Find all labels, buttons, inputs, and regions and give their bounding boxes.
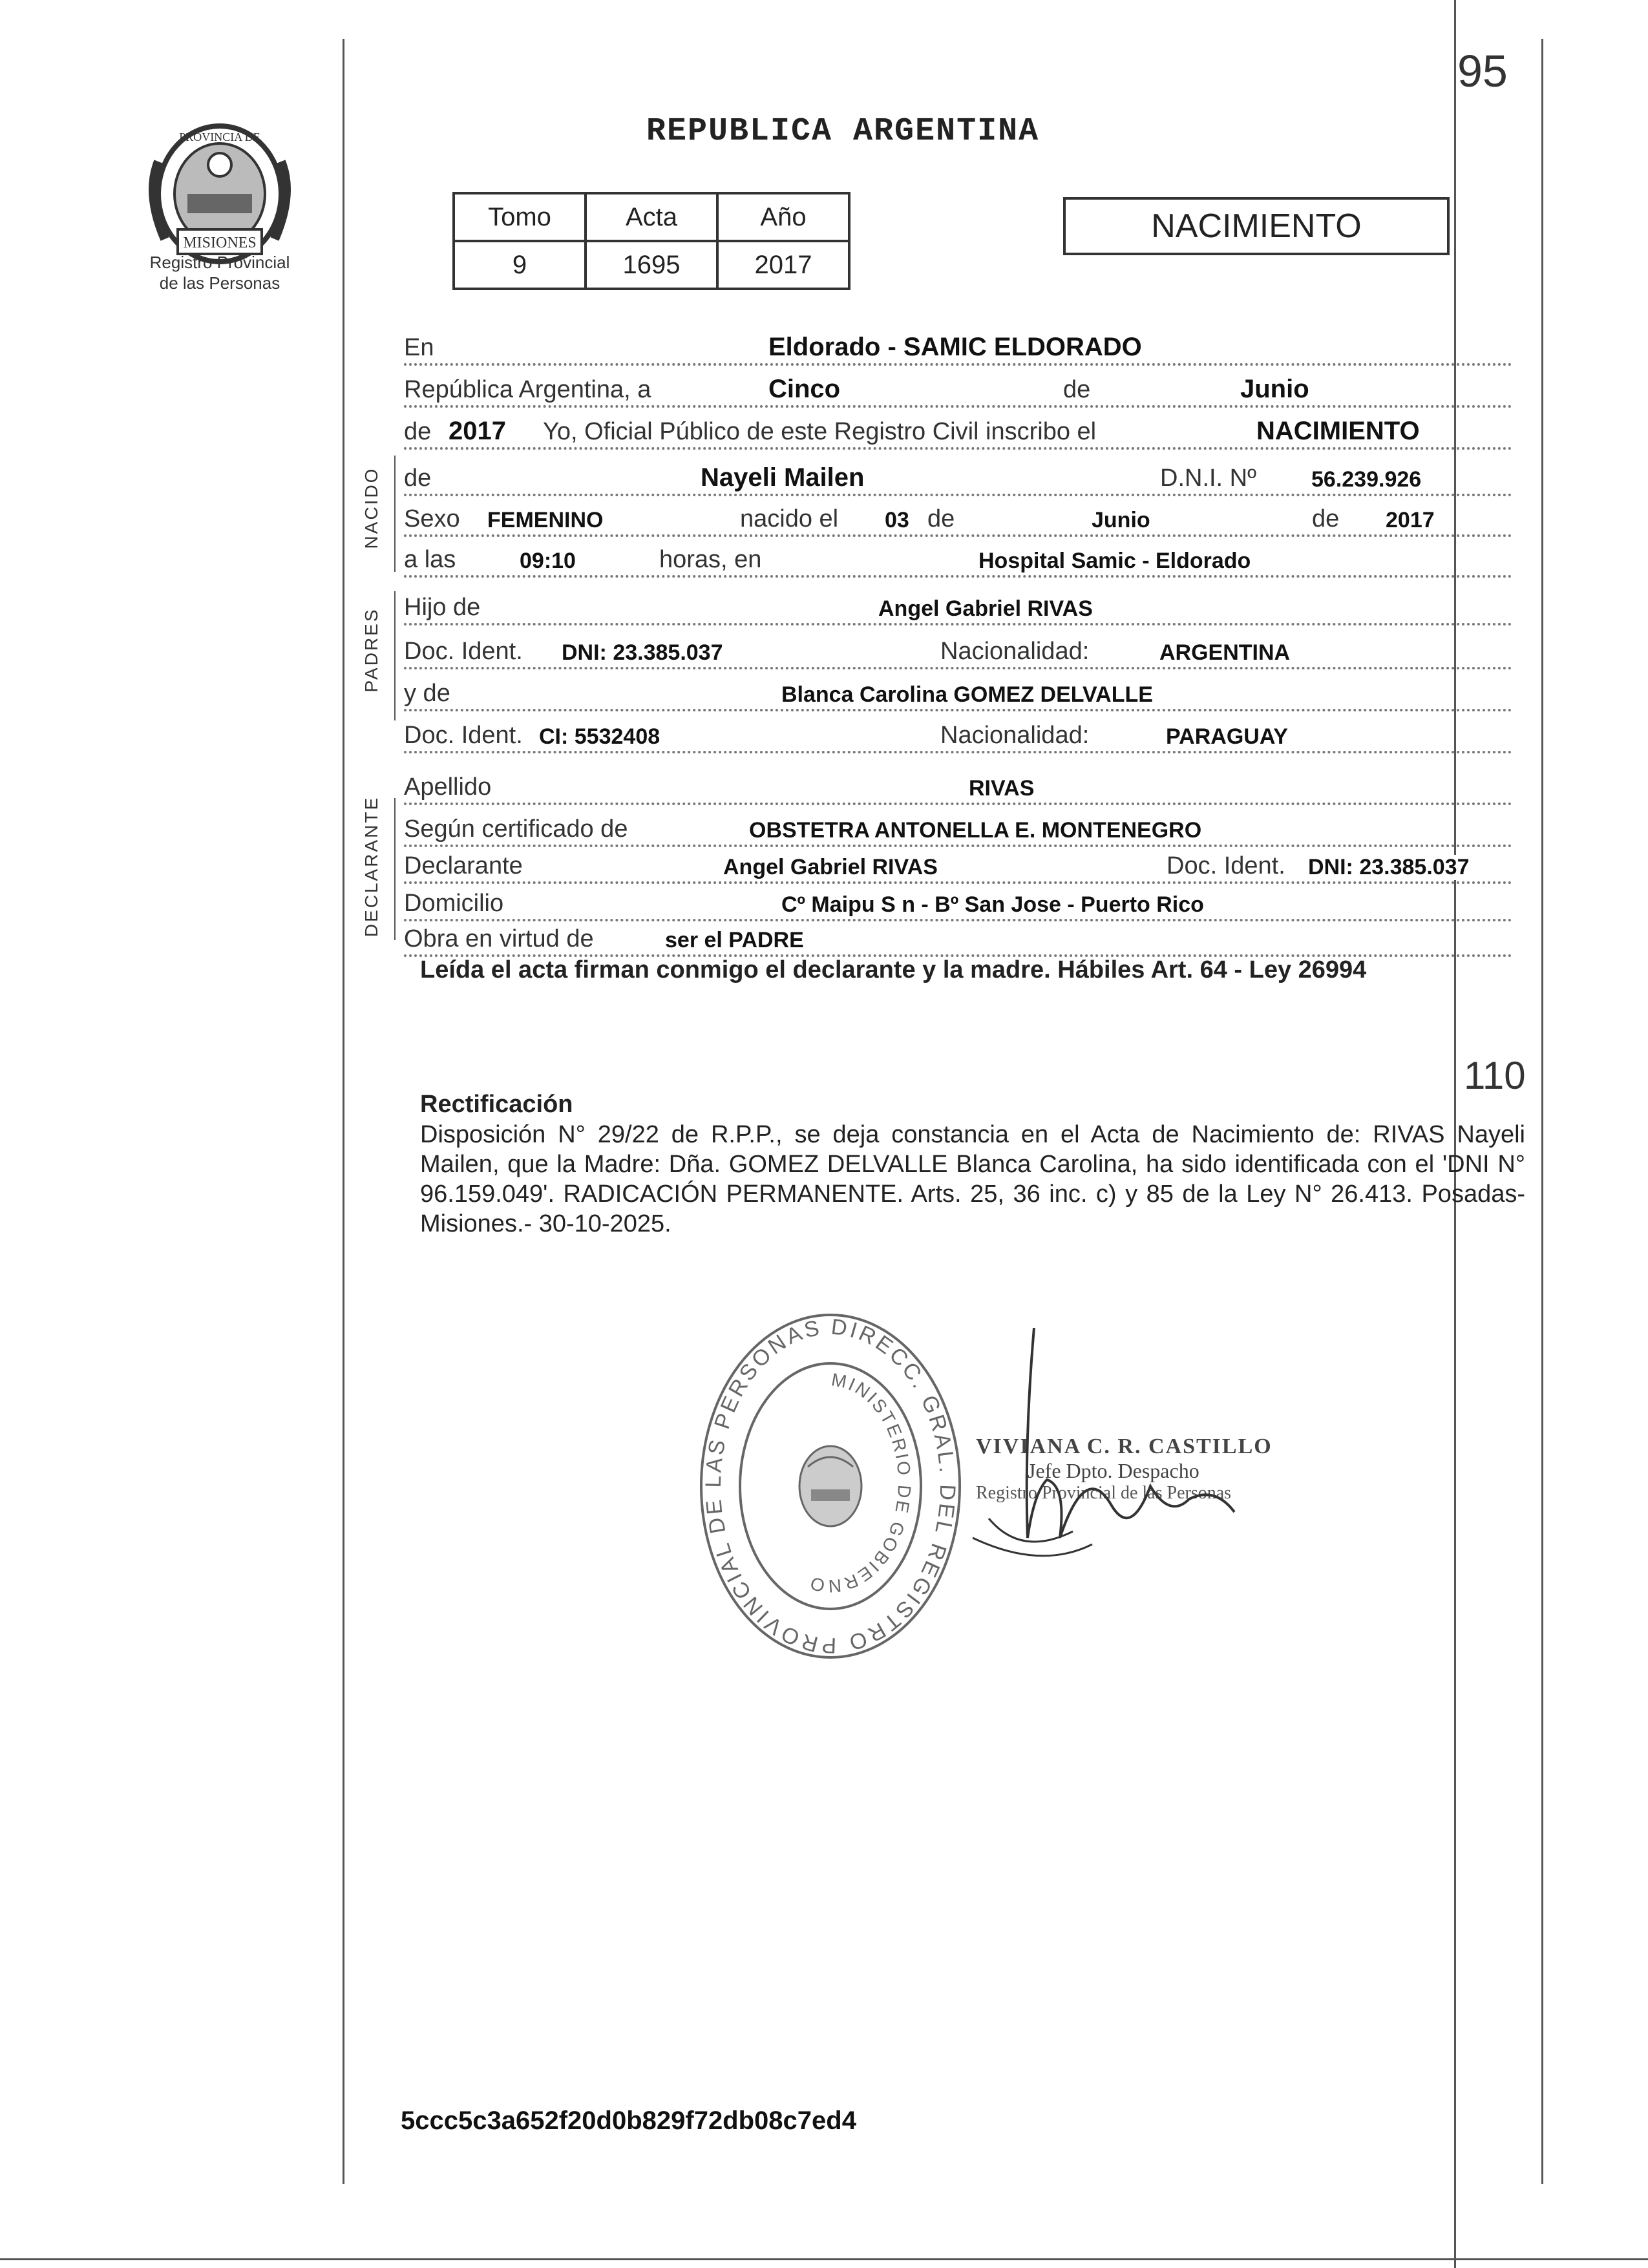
label-declarante: Declarante (404, 852, 527, 880)
form-row-nombre (404, 460, 1512, 496)
value-nac-madre: PARAGUAY (1163, 724, 1291, 750)
label-de-mes-nac: de (927, 505, 958, 533)
svg-text:PROVINCIA DE: PROVINCIA DE (179, 131, 260, 143)
record-header-acta: Acta (586, 193, 717, 241)
value-certificado: OBSTETRA ANTONELLA E. MONTENEGRO (746, 818, 1204, 843)
value-nombre: Nayeli Mailen (698, 463, 867, 492)
label-doc-ident-declarante: Doc. Ident. (1167, 852, 1289, 880)
page-title: REPUBLICA ARGENTINA (646, 113, 1040, 150)
page-number-mid: 110 (1464, 1054, 1526, 1097)
label-hijo-de: Hijo de (404, 594, 484, 622)
value-dia-registro: Cinco (766, 375, 843, 404)
value-sexo: FEMENINO (485, 508, 606, 533)
label-nacido-el: nacido el (740, 505, 842, 533)
form-row-apellido (404, 769, 1512, 805)
rectificacion-body: Disposición N° 29/22 de R.P.P., se deja constancia en el Acta de Nacimiento de: RIVAS Nayeli Mailen, que la Madre: Dña. GOMEZ DELVALLE Blanca Carolina, ha sido identificada con el 'DNI N° 96.159.049'. RADICACIÓN PERMANENTE. Arts. 25, 36 inc. c) y 85 de la Ley N° 26.413. Posadas- Misiones.- 30-10-2025. (420, 1121, 1525, 1237)
label-de-anio: de (404, 418, 435, 446)
form-row-lugar (404, 330, 1512, 366)
value-domicilio: Cº Maipu S n - Bº San Jose - Puerto Rico (779, 892, 1207, 918)
value-mes-registro: Junio (1238, 375, 1312, 404)
label-dni: D.N.I. Nº (1160, 465, 1260, 492)
value-hora: 09:10 (517, 549, 578, 574)
record-type-box: NACIMIENTO (1063, 197, 1450, 255)
form-row-fecha-registro (404, 372, 1512, 408)
form-row-sexo (404, 501, 1512, 537)
bottom-edge-line (0, 2258, 1648, 2260)
record-header-tomo: Tomo (454, 193, 586, 241)
label-a-las: a las (404, 546, 460, 574)
value-dni: 56.239.926 (1309, 467, 1424, 492)
record-value-tomo: 9 (454, 241, 586, 289)
value-lugar: Eldorado - SAMIC ELDORADO (766, 333, 1145, 362)
svg-text:MINISTERIO DE GOBIERNO: MINISTERIO DE GOBIERNO (806, 1369, 915, 1597)
form-row-hora (404, 541, 1512, 578)
registry-caption: Registro Provincial de las Personas (149, 253, 290, 293)
section-label-declarante: DECLARANTE (361, 795, 381, 938)
page-number-top: 95 (1457, 46, 1508, 96)
value-dia-nac: 03 (882, 508, 912, 533)
label-doc-ident-padre: Doc. Ident. (404, 638, 527, 666)
form-row-doc-madre (404, 717, 1512, 753)
svg-text:MISIONES: MISIONES (183, 235, 257, 251)
value-apellido: RIVAS (966, 776, 1037, 801)
label-domicilio: Domicilio (404, 890, 507, 918)
section-label-nacido: NACIDO (361, 467, 381, 549)
value-doc-declarante: DNI: 23.385.037 (1305, 855, 1472, 880)
value-obra: ser el PADRE (662, 928, 807, 953)
label-en: En (404, 334, 438, 362)
form-row-anio-registro (404, 414, 1512, 450)
value-anio-nac: 2017 (1383, 508, 1437, 533)
value-anio-registro: 2017 (446, 417, 509, 446)
label-horas-en: horas, en (659, 546, 765, 574)
value-madre: Blanca Carolina GOMEZ DELVALLE (779, 682, 1156, 708)
form-row-declarante (404, 848, 1512, 884)
svg-text:DIRECC. GRAL. DEL REGISTRO PRO: DIRECC. GRAL. DEL REGISTRO PROVINCIAL DE LAS PERSONAS (701, 1314, 960, 1658)
label-republica: República Argentina, a (404, 376, 655, 404)
form-row-doc-padre (404, 633, 1512, 669)
label-certificado: Según certificado de (404, 815, 631, 843)
far-right-margin-line (1541, 39, 1543, 2184)
section-label-padres: PADRES (361, 607, 381, 693)
record-header-anio: Año (717, 193, 849, 241)
value-padre: Angel Gabriel RIVAS (876, 596, 1095, 622)
label-nacionalidad-padre: Nacionalidad: (940, 638, 1093, 666)
label-obra: Obra en virtud de (404, 925, 598, 953)
official-stamp-icon (695, 1308, 966, 1664)
label-de-anio-nac: de (1312, 505, 1343, 533)
signer-role: Jefe Dpto. Despacho (1028, 1459, 1199, 1482)
padres-bracket (394, 591, 396, 720)
value-lugar-nac: Hospital Samic - Eldorado (976, 549, 1253, 574)
label-apellido: Apellido (404, 773, 495, 801)
form-row-padre (404, 589, 1512, 625)
handwritten-signature-icon (963, 1325, 1299, 1583)
value-mes-nac: Junio (1089, 508, 1153, 533)
label-sexo: Sexo (404, 505, 464, 533)
signer-name: VIVIANA C. R. CASTILLO (976, 1434, 1273, 1458)
record-value-anio: 2017 (717, 241, 849, 289)
value-declarante: Angel Gabriel RIVAS (721, 855, 940, 880)
label-nacionalidad-madre: Nacionalidad: (940, 722, 1093, 750)
declarante-bracket (394, 798, 396, 940)
left-margin-line (343, 39, 344, 2184)
rectificacion-title: Rectificación (420, 1091, 573, 1118)
form-row-madre (404, 675, 1512, 711)
label-de: de (1063, 376, 1094, 404)
record-value-acta: 1695 (586, 241, 717, 289)
signer-office: Registro Provincial de las Personas (976, 1483, 1232, 1503)
form-row-obra (404, 921, 1512, 957)
nacido-bracket (394, 456, 396, 572)
form-row-certificado (404, 811, 1512, 847)
label-oficial: Yo, Oficial Público de este Registro Civil inscribo el (543, 418, 1100, 446)
record-table (452, 192, 850, 290)
form-row-domicilio (404, 885, 1512, 921)
value-doc-padre: DNI: 23.385.037 (559, 640, 726, 666)
value-tipo: NACIMIENTO (1254, 417, 1422, 446)
label-y-de: y de (404, 680, 454, 708)
label-doc-ident-madre: Doc. Ident. (404, 722, 527, 750)
value-nac-padre: ARGENTINA (1157, 640, 1293, 666)
document-hash: 5ccc5c3a652f20d0b829f72db08c7ed4 (401, 2106, 856, 2135)
closing-statement: Leída el acta firman conmigo el declarante y la madre. Hábiles Art. 64 - Ley 26994 (420, 956, 1367, 983)
label-de-nombre: de (404, 465, 435, 492)
value-doc-madre: CI: 5532408 (536, 724, 662, 750)
